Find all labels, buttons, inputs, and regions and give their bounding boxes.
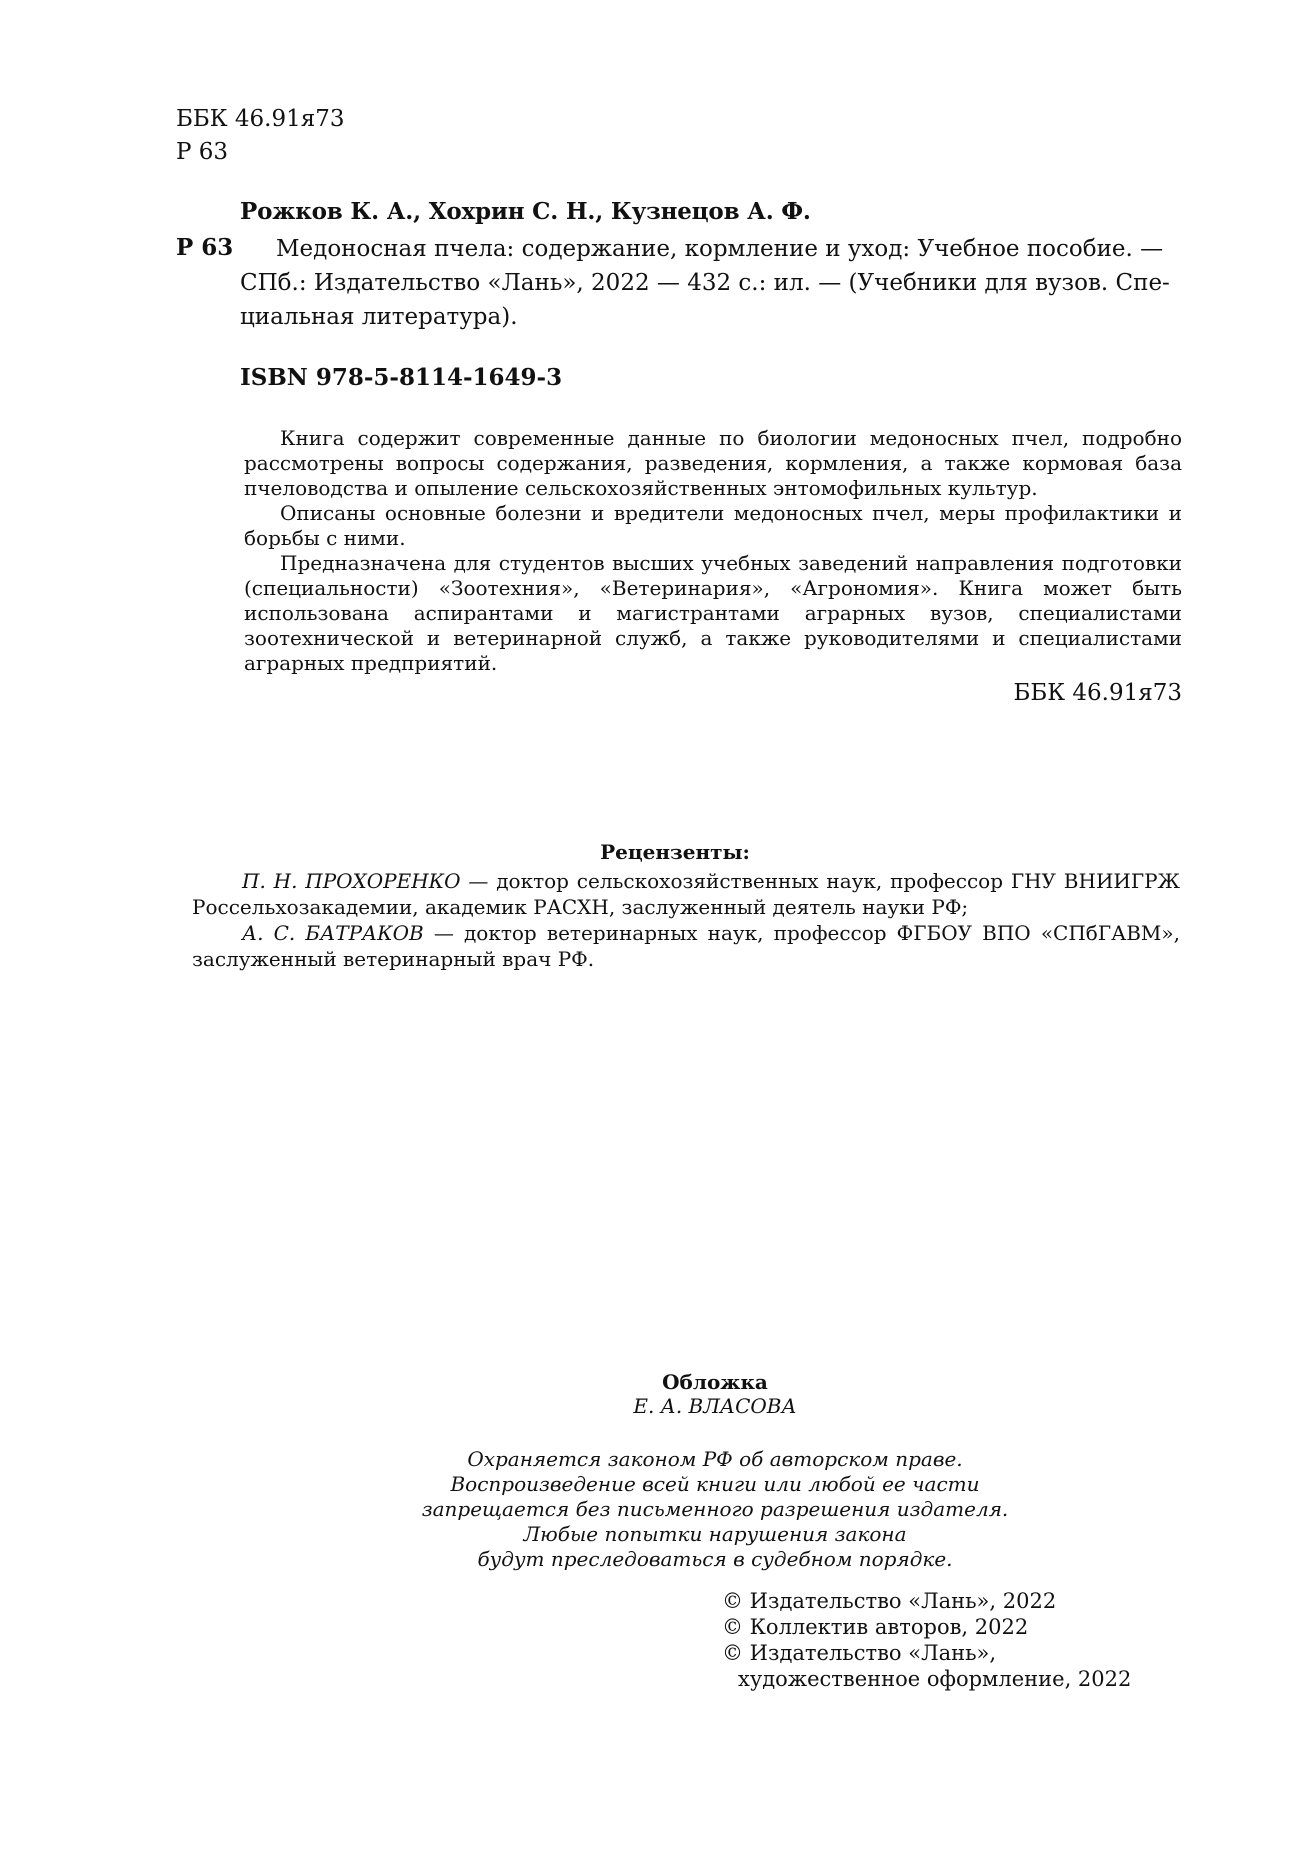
reviewers-heading: Рецензенты:: [600, 840, 750, 864]
notice-line-2: Воспроизведение всей книги или любой ее части: [450, 1472, 980, 1496]
copyright-line-4: художественное оформление, 2022: [738, 1667, 1132, 1691]
reviewer-2: [192, 920, 1180, 972]
notice-line-1: Охраняется законом РФ об авторском праве.: [467, 1447, 963, 1471]
cover-designer: Е. А. ВЛАСОВА: [633, 1394, 797, 1418]
author-mark: Р 63: [176, 139, 229, 165]
bbk-code-header: [176, 103, 345, 169]
annotation-paragraph-1: Книга содержит современные данные по биологии медоносных пчел, подробно рассмотрены вопросы содержания, разведения, кормления, а также кормовая база пчеловодства и опыление сельскохозяйственных энтомофильных культур.: [244, 426, 1182, 500]
reviewer-1-text: — доктор сельскохозяйственных наук, профессор ГНУ ВНИИГРЖ Россельхозакадемии, академик РАСХН, заслуженный деятель науки РФ;: [192, 869, 1180, 919]
reviewer-1-name: П. Н. ПРОХОРЕНКО: [242, 869, 461, 893]
isbn: ISBN 978-5-8114-1649-3: [240, 364, 563, 391]
notice-line-4: Любые попытки нарушения закона: [523, 1522, 907, 1546]
copyright-line-1: © Издательство «Лань», 2022: [722, 1589, 1057, 1613]
author-mark-main: Р 63: [176, 234, 234, 261]
copyright-block: [722, 1588, 1131, 1692]
description-line-2: СПб.: Издательство «Лань», 2022 — 432 с.: ил. — (Учебники для вузов. Спе-: [240, 270, 1170, 296]
description-line-1: Медоносная пчела: содержание, кормление и уход: Учебное пособие. —: [276, 236, 1164, 262]
copyright-line-2: © Коллектив авторов, 2022: [722, 1615, 1029, 1639]
reviewers-list: [192, 868, 1180, 972]
reviewer-2-text: — доктор ветеринарных наук, профессор ФГБОУ ВПО «СПбГАВМ», заслуженный ветеринарный врач РФ.: [192, 921, 1180, 971]
cover-heading: Обложка: [662, 1370, 768, 1394]
authors-line: Рожков К. А., Хохрин С. Н., Кузнецов А. Ф.: [240, 198, 811, 225]
annotation: [244, 426, 1182, 676]
annotation-paragraph-3: Предназначена для студентов высших учебных заведений направления подготовки (специальности) «Зоотехния», «Ветеринария», «Агрономия». Книга может быть использована аспирантами и магистрантами аграрных вузов, специалистами зоотехнической и ветеринарной служб, а также руководителями и специалистами аграрных предприятий.: [244, 551, 1182, 675]
copyright-notice: [0, 1447, 1300, 1572]
notice-line-5: будут преследоваться в судебном порядке.: [477, 1547, 953, 1571]
bibliographic-description: [240, 232, 1180, 334]
bbk-code: ББК 46.91я73: [176, 106, 345, 132]
reviewer-2-name: А. С. БАТРАКОВ: [242, 921, 424, 945]
reviewer-1: [192, 868, 1180, 920]
bbk-code-footer: ББК 46.91я73: [1013, 680, 1182, 706]
annotation-paragraph-2: Описаны основные болезни и вредители медоносных пчел, меры профилактики и борьбы с ними.: [244, 501, 1182, 550]
copyright-line-3: © Издательство «Лань»,: [722, 1641, 997, 1665]
description-line-3: циальная литература).: [240, 304, 518, 330]
notice-line-3: запрещается без письменного разрешения издателя.: [421, 1497, 1009, 1521]
